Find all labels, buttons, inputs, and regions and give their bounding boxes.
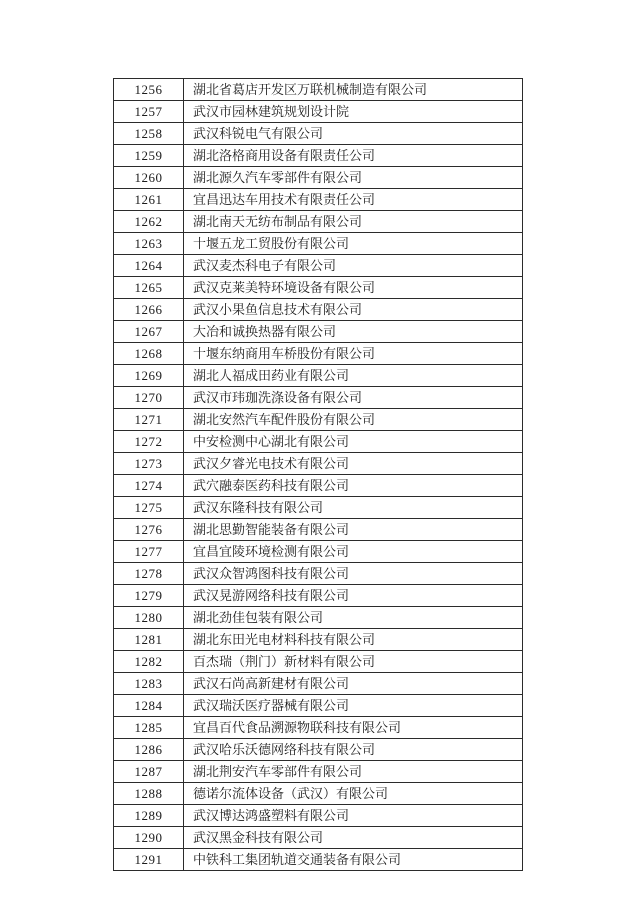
row-number: 1285 [114, 717, 184, 739]
table-row [114, 321, 523, 343]
table-row [114, 519, 523, 541]
company-name: 湖北南天无纺布制品有限公司 [184, 211, 523, 233]
row-number: 1284 [114, 695, 184, 717]
company-name: 十堰五龙工贸股份有限公司 [184, 233, 523, 255]
table-row [114, 343, 523, 365]
row-number: 1278 [114, 563, 184, 585]
table-row [114, 79, 523, 101]
row-number: 1286 [114, 739, 184, 761]
table-row [114, 123, 523, 145]
table-row [114, 233, 523, 255]
table-row [114, 101, 523, 123]
table-row [114, 805, 523, 827]
company-name: 武汉市玮珈洗涤设备有限公司 [184, 387, 523, 409]
row-number: 1270 [114, 387, 184, 409]
row-number: 1281 [114, 629, 184, 651]
table-row [114, 541, 523, 563]
row-number: 1262 [114, 211, 184, 233]
company-table [113, 78, 523, 871]
company-name: 武汉晃游网络科技有限公司 [184, 585, 523, 607]
row-number: 1258 [114, 123, 184, 145]
company-name: 湖北劲佳包装有限公司 [184, 607, 523, 629]
row-number: 1287 [114, 761, 184, 783]
company-name: 大冶和诚换热器有限公司 [184, 321, 523, 343]
table-row [114, 431, 523, 453]
row-number: 1276 [114, 519, 184, 541]
row-number: 1266 [114, 299, 184, 321]
row-number: 1259 [114, 145, 184, 167]
company-name: 武汉石尚高新建材有限公司 [184, 673, 523, 695]
table-row [114, 475, 523, 497]
row-number: 1289 [114, 805, 184, 827]
row-number: 1268 [114, 343, 184, 365]
row-number: 1273 [114, 453, 184, 475]
table-row [114, 695, 523, 717]
company-name: 武汉市园林建筑规划设计院 [184, 101, 523, 123]
table-row [114, 827, 523, 849]
row-number: 1271 [114, 409, 184, 431]
table-row [114, 629, 523, 651]
row-number: 1261 [114, 189, 184, 211]
company-name: 武汉科锐电气有限公司 [184, 123, 523, 145]
table-row [114, 255, 523, 277]
company-name: 武汉瑞沃医疗器械有限公司 [184, 695, 523, 717]
company-name: 湖北源久汽车零部件有限公司 [184, 167, 523, 189]
company-name: 湖北思勤智能装备有限公司 [184, 519, 523, 541]
company-name: 湖北人福成田药业有限公司 [184, 365, 523, 387]
row-number: 1283 [114, 673, 184, 695]
table-row [114, 673, 523, 695]
row-number: 1274 [114, 475, 184, 497]
company-name: 宜昌百代食品溯源物联科技有限公司 [184, 717, 523, 739]
table-row [114, 585, 523, 607]
company-name: 十堰东纳商用车桥股份有限公司 [184, 343, 523, 365]
row-number: 1265 [114, 277, 184, 299]
table-row [114, 497, 523, 519]
row-number: 1269 [114, 365, 184, 387]
company-name: 武汉麦杰科电子有限公司 [184, 255, 523, 277]
table-row [114, 211, 523, 233]
company-name: 武汉哈乐沃德网络科技有限公司 [184, 739, 523, 761]
company-name: 湖北荆安汽车零部件有限公司 [184, 761, 523, 783]
row-number: 1279 [114, 585, 184, 607]
row-number: 1264 [114, 255, 184, 277]
row-number: 1260 [114, 167, 184, 189]
company-name: 德诺尔流体设备（武汉）有限公司 [184, 783, 523, 805]
table-row [114, 783, 523, 805]
row-number: 1288 [114, 783, 184, 805]
table-row [114, 409, 523, 431]
company-name: 中安检测中心湖北有限公司 [184, 431, 523, 453]
company-name: 武汉克莱美特环境设备有限公司 [184, 277, 523, 299]
table-row [114, 761, 523, 783]
table-row [114, 739, 523, 761]
table-row [114, 453, 523, 475]
row-number: 1257 [114, 101, 184, 123]
company-name: 湖北安然汽车配件股份有限公司 [184, 409, 523, 431]
table-row [114, 365, 523, 387]
company-name: 武汉众智鸿图科技有限公司 [184, 563, 523, 585]
company-name: 湖北洛格商用设备有限责任公司 [184, 145, 523, 167]
row-number: 1291 [114, 849, 184, 871]
company-name: 中铁科工集团轨道交通装备有限公司 [184, 849, 523, 871]
table-row [114, 277, 523, 299]
table-row [114, 189, 523, 211]
company-table-body [114, 79, 523, 871]
company-name: 武汉黑金科技有限公司 [184, 827, 523, 849]
table-row [114, 167, 523, 189]
company-name: 武汉小果鱼信息技术有限公司 [184, 299, 523, 321]
company-name: 百杰瑞（荆门）新材料有限公司 [184, 651, 523, 673]
company-name: 湖北东田光电材料科技有限公司 [184, 629, 523, 651]
company-name: 武汉东隆科技有限公司 [184, 497, 523, 519]
row-number: 1267 [114, 321, 184, 343]
company-name: 武汉夕睿光电技术有限公司 [184, 453, 523, 475]
table-row [114, 145, 523, 167]
table-row [114, 717, 523, 739]
row-number: 1256 [114, 79, 184, 101]
table-row [114, 563, 523, 585]
company-name: 宜昌迅达车用技术有限责任公司 [184, 189, 523, 211]
row-number: 1282 [114, 651, 184, 673]
row-number: 1263 [114, 233, 184, 255]
row-number: 1272 [114, 431, 184, 453]
row-number: 1277 [114, 541, 184, 563]
table-row [114, 651, 523, 673]
row-number: 1275 [114, 497, 184, 519]
company-name: 武穴融泰医药科技有限公司 [184, 475, 523, 497]
row-number: 1290 [114, 827, 184, 849]
table-row [114, 849, 523, 871]
company-name: 湖北省葛店开发区万联机械制造有限公司 [184, 79, 523, 101]
table-row [114, 299, 523, 321]
table-row [114, 387, 523, 409]
row-number: 1280 [114, 607, 184, 629]
company-name: 宜昌宜陵环境检测有限公司 [184, 541, 523, 563]
table-row [114, 607, 523, 629]
company-name: 武汉博达鸿盛塑料有限公司 [184, 805, 523, 827]
